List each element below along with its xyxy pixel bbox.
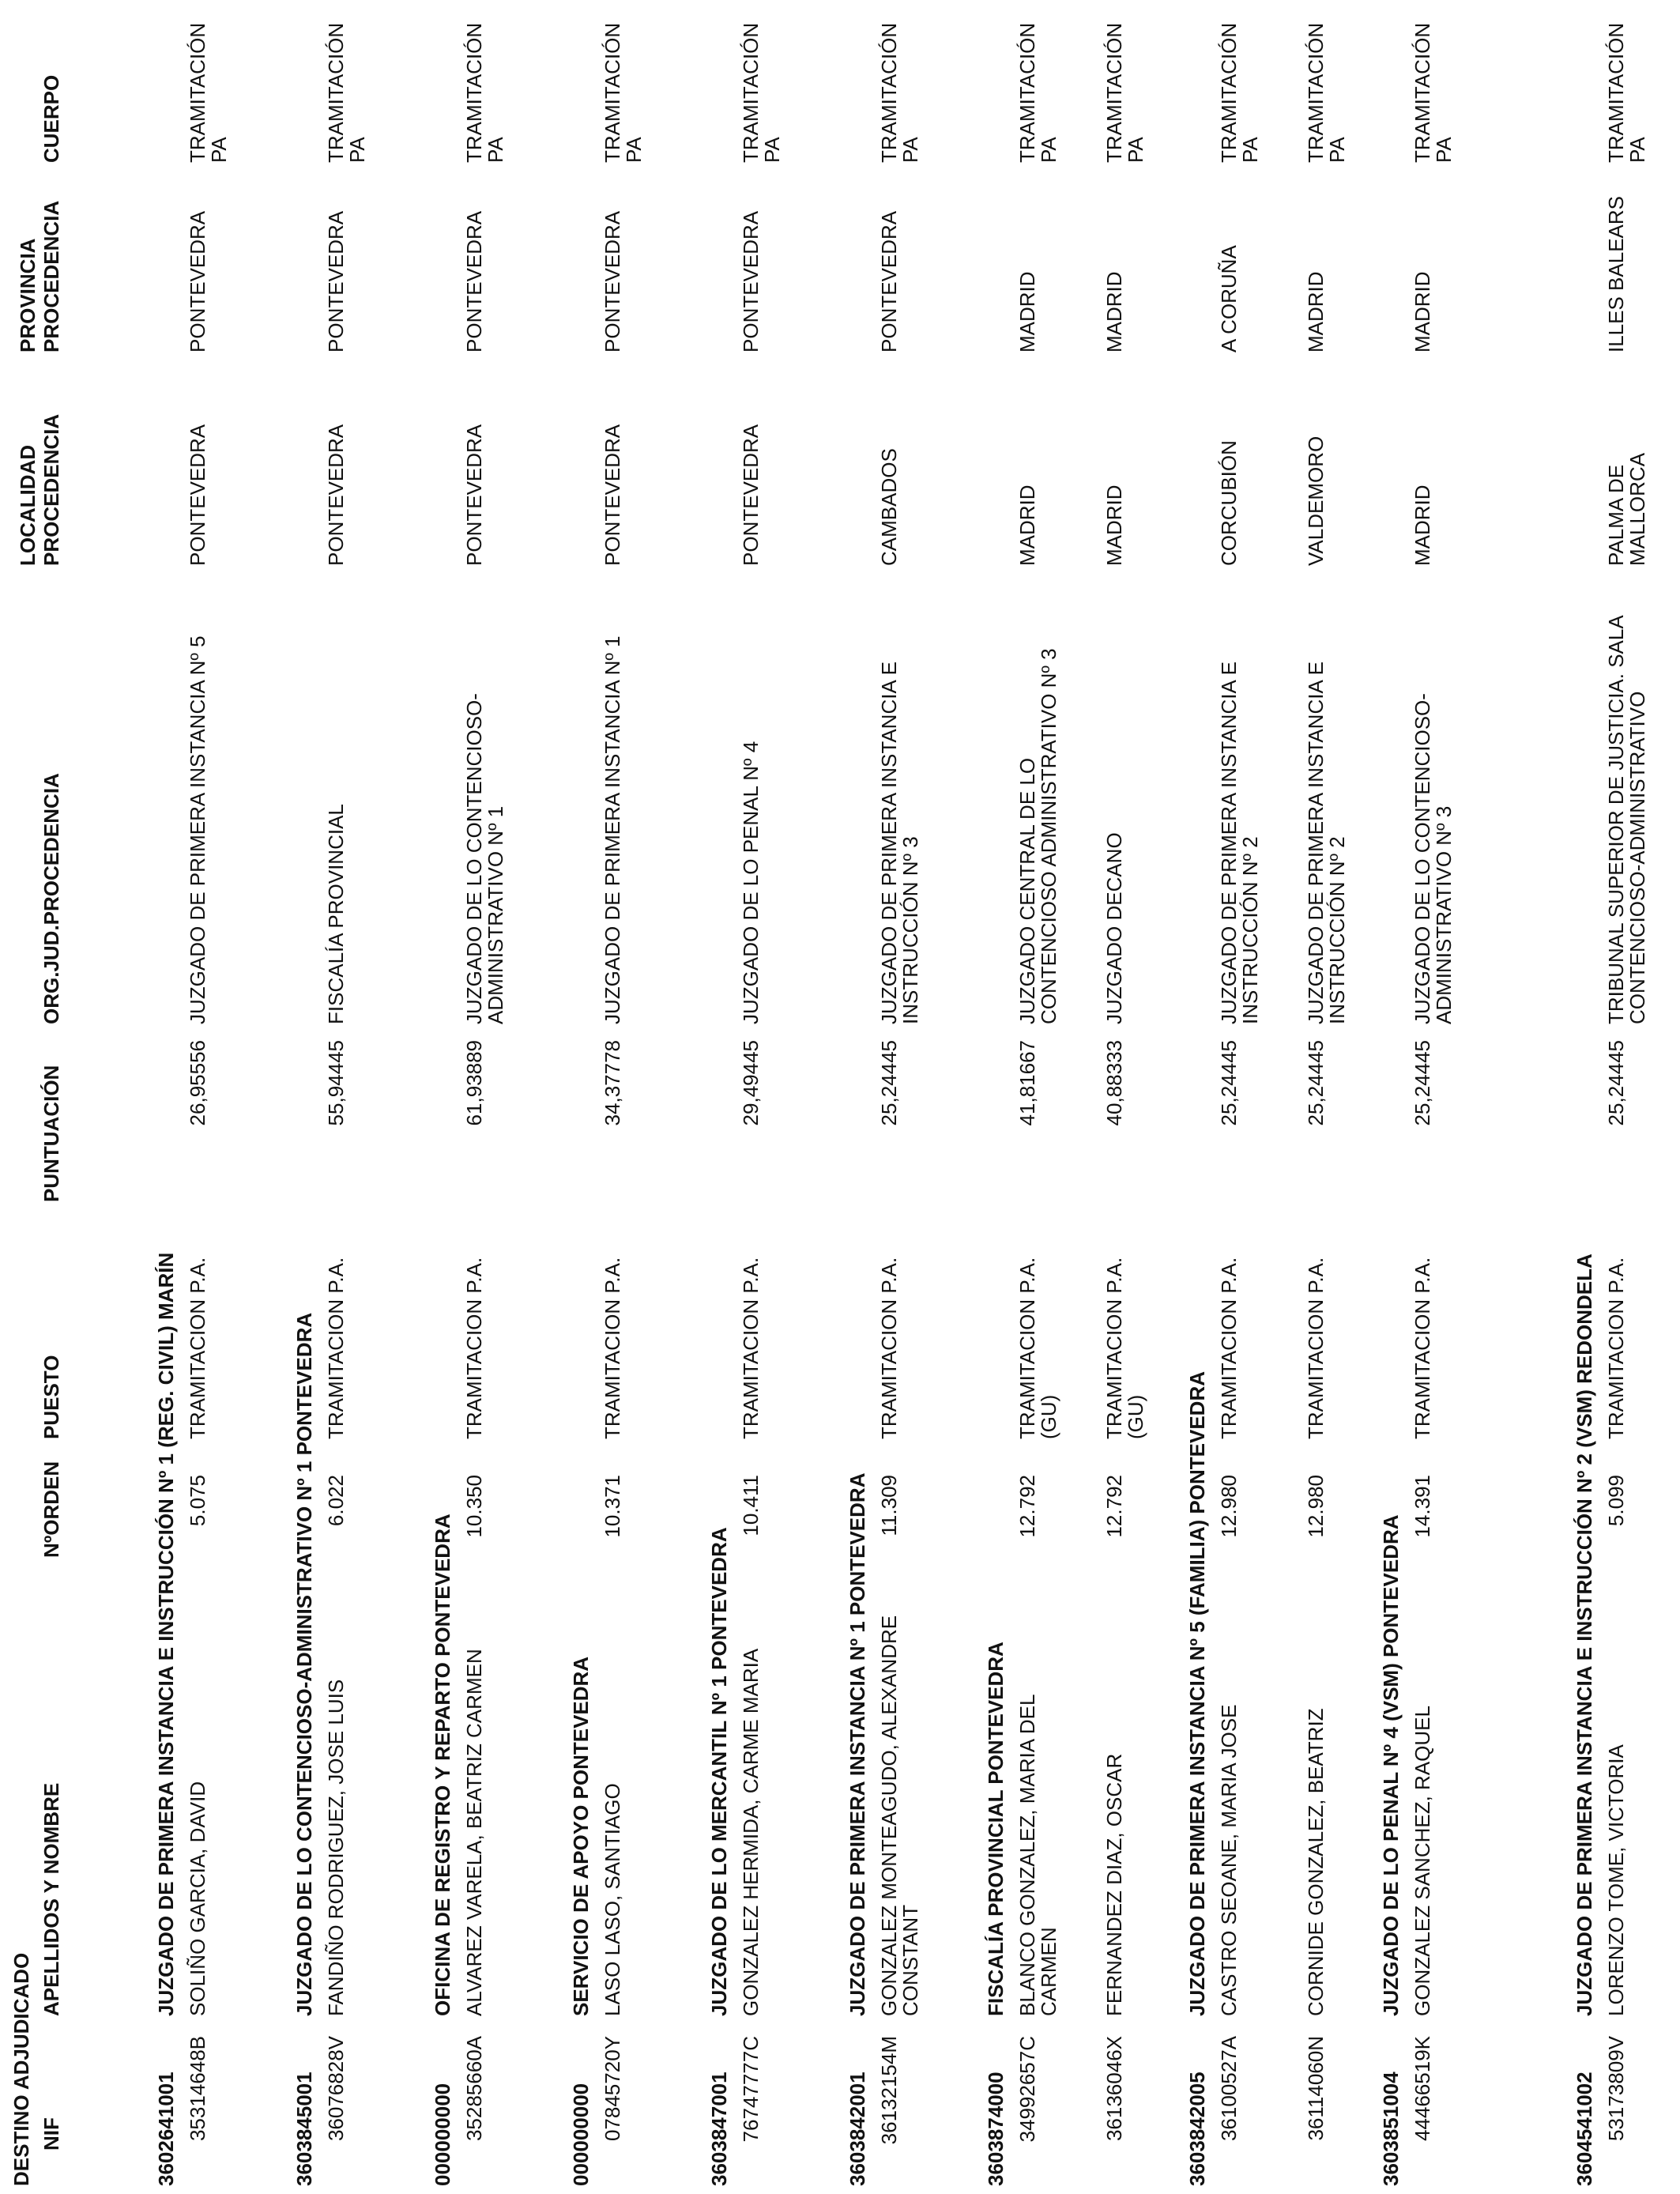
section-code: 3603842001: [846, 2071, 869, 2186]
cell-nombre: CASTRO SEOANE, MARIA JOSE: [1217, 1704, 1241, 2016]
cell-orden: 10.371: [601, 1475, 624, 1538]
cell-localidad: CAMBADOS: [877, 448, 901, 566]
cell-nombre: GONZALEZ HERMIDA, CARME MARIA: [739, 1648, 763, 2016]
cell-orden: 10.350: [462, 1475, 486, 1538]
cell-nif: 35285660A: [462, 2036, 486, 2142]
section-code: 3603851004: [1379, 2071, 1403, 2186]
cell-org: JUZGADO DE PRIMERA INSTANCIA Nº 1: [601, 635, 624, 1024]
cell-puesto: TRAMITACION P.A. (GU): [1102, 1257, 1147, 1439]
cell-puesto: TRAMITACION P.A. (GU): [1015, 1257, 1060, 1439]
cell-nombre: FANDIÑO RODRIGUEZ, JOSE LUIS: [324, 1679, 348, 2016]
cell-nombre: LORENZO TOME, VICTORIA: [1604, 1744, 1628, 2016]
section-code: 3603874000: [984, 2071, 1008, 2186]
cell-puntuacion: 25,24445: [1411, 1040, 1434, 1126]
section-title: JUZGADO DE PRIMERA INSTANCIA Nº 1 PONTEVEDRA: [846, 1472, 869, 2016]
section-title: SERVICIO DE APOYO PONTEVEDRA: [569, 1656, 593, 2016]
cell-org: JUZGADO CENTRAL DE LO CONTENCIOSO ADMINISTRATIVO Nº 3: [1015, 648, 1060, 1024]
cell-localidad: PALMA DE MALLORCA: [1604, 452, 1649, 566]
cell-nif: 34992657C: [1015, 2036, 1039, 2143]
header-localidad-2: PROCEDENCIA: [40, 413, 63, 566]
cell-puntuacion: 25,24445: [877, 1040, 901, 1126]
cell-nombre: ALVAREZ VARELA, BEATRIZ CARMEN: [462, 1649, 486, 2016]
cell-nif: 76747777C: [739, 2036, 763, 2143]
cell-puntuacion: 29,49445: [739, 1040, 763, 1126]
cell-nombre: GONZALEZ MONTEAGUDO, ALEXANDRE CONSTANT: [877, 1615, 922, 2016]
section-title: JUZGADO DE PRIMERA INSTANCIA E INSTRUCCIÓN Nº 1 (REG. CIVIL) MARÍN: [154, 1252, 178, 2016]
cell-provincia: PONTEVEDRA: [462, 210, 486, 352]
header-apellidos: APELLIDOS Y NOMBRE: [40, 1782, 63, 2016]
cell-nif: 36100527A: [1217, 2036, 1241, 2142]
cell-orden: 10.411: [739, 1475, 763, 1536]
cell-provincia: MADRID: [1102, 271, 1126, 352]
cell-org: JUZGADO DE PRIMERA INSTANCIA E INSTRUCCIÓN Nº 3: [877, 662, 922, 1024]
cell-org: TRIBUNAL SUPERIOR DE JUSTICIA. SALA CONTENCIOSO-ADMINISTRATIVO: [1604, 616, 1649, 1024]
cell-provincia: MADRID: [1411, 271, 1434, 352]
cell-cuerpo: TRAMITACIÓN PA: [1604, 22, 1649, 163]
cell-cuerpo: TRAMITACIÓN PA: [601, 22, 646, 163]
cell-puesto: TRAMITACION P.A.: [601, 1257, 624, 1439]
cell-orden: 14.391: [1411, 1475, 1434, 1538]
cell-puesto: TRAMITACION P.A.: [324, 1257, 348, 1439]
cell-orden: 12.792: [1015, 1475, 1039, 1538]
cell-org: JUZGADO DE PRIMERA INSTANCIA E INSTRUCCIÓN Nº 2: [1217, 662, 1262, 1024]
cell-org: JUZGADO DE PRIMERA INSTANCIA E INSTRUCCIÓN Nº 2: [1304, 662, 1349, 1024]
cell-nombre: LASO LASO, SANTIAGO: [601, 1783, 624, 2016]
section-title: JUZGADO DE LO CONTENCIOSO-ADMINISTRATIVO Nº 1 PONTEVEDRA: [292, 1312, 316, 2016]
cell-puntuacion: 61,93889: [462, 1040, 486, 1126]
cell-provincia: PONTEVEDRA: [877, 210, 901, 352]
cell-localidad: MADRID: [1015, 484, 1039, 566]
section-code: 000000000: [431, 2083, 454, 2186]
cell-nombre: FERNANDEZ DIAZ, OSCAR: [1102, 1753, 1126, 2016]
cell-cuerpo: TRAMITACIÓN PA: [739, 22, 784, 163]
cell-localidad: PONTEVEDRA: [739, 424, 763, 566]
cell-orden: 12.980: [1217, 1475, 1241, 1538]
header-localidad-1: LOCALIDAD: [16, 444, 40, 566]
header-org: ORG.JUD.PROCEDENCIA: [40, 773, 63, 1024]
cell-puntuacion: 40,88333: [1102, 1040, 1126, 1126]
cell-provincia: MADRID: [1015, 271, 1039, 352]
cell-orden: 6.022: [324, 1475, 348, 1527]
section-code: 3603847001: [707, 2071, 731, 2186]
cell-nombre: CORNIDE GONZALEZ, BEATRIZ: [1304, 1708, 1328, 2016]
cell-nombre: SOLIÑO GARCIA, DAVID: [186, 1781, 209, 2016]
cell-org: JUZGADO DE LO CONTENCIOSO-ADMINISTRATIVO Nº 1: [462, 693, 507, 1024]
cell-cuerpo: TRAMITACIÓN PA: [1217, 22, 1262, 163]
cell-nif: 53173809V: [1604, 2036, 1628, 2142]
cell-localidad: MADRID: [1411, 484, 1434, 566]
cell-puesto: TRAMITACION P.A.: [1411, 1257, 1434, 1439]
section-code: 3603842005: [1185, 2071, 1209, 2186]
cell-orden: 12.980: [1304, 1475, 1328, 1538]
cell-orden: 12.792: [1102, 1475, 1126, 1538]
cell-org: JUZGADO DE PRIMERA INSTANCIA Nº 5: [186, 635, 209, 1024]
section-code: 3602641001: [154, 2071, 178, 2186]
cell-orden: 5.075: [186, 1475, 209, 1527]
cell-puntuacion: 25,24445: [1304, 1040, 1328, 1126]
header-destino: DESTINO ADJUDICADO: [9, 1952, 33, 2186]
cell-org: JUZGADO DECANO: [1102, 832, 1126, 1024]
cell-localidad: PONTEVEDRA: [324, 424, 348, 566]
cell-localidad: CORCUBIÓN: [1217, 440, 1241, 566]
cell-puesto: TRAMITACION P.A.: [877, 1257, 901, 1439]
section-code: 3604541002: [1573, 2071, 1596, 2186]
cell-orden: 5.099: [1604, 1475, 1628, 1527]
section-title: FISCALÍA PROVINCIAL PONTEVEDRA: [984, 1642, 1008, 2016]
header-puesto: PUESTO: [40, 1355, 63, 1439]
cell-puesto: TRAMITACION P.A.: [1217, 1257, 1241, 1439]
cell-nombre: BLANCO GONZALEZ, MARIA DEL CARMEN: [1015, 1695, 1060, 2016]
cell-localidad: PONTEVEDRA: [186, 424, 209, 566]
section-title: JUZGADO DE LO PENAL Nº 4 (VSM) PONTEVEDRA: [1379, 1514, 1403, 2016]
cell-puntuacion: 34,37778: [601, 1040, 624, 1126]
cell-puesto: TRAMITACION P.A.: [1604, 1257, 1628, 1439]
cell-nombre: GONZALEZ SANCHEZ, RAQUEL: [1411, 1706, 1434, 2016]
cell-cuerpo: TRAMITACIÓN PA: [1015, 22, 1060, 163]
cell-puesto: TRAMITACION P.A.: [739, 1257, 763, 1439]
section-title: JUZGADO DE PRIMERA INSTANCIA E INSTRUCCIÓN Nº 2 (VSM) REDONDELA: [1573, 1253, 1596, 2016]
cell-cuerpo: TRAMITACIÓN PA: [1411, 22, 1456, 163]
header-provincia-1: PROVINCIA: [16, 238, 40, 352]
cell-provincia: ILLES BALEARS: [1604, 196, 1628, 352]
cell-cuerpo: TRAMITACIÓN PA: [1102, 22, 1147, 163]
cell-nif: 36114060N: [1304, 2036, 1328, 2141]
header-cuerpo: CUERPO: [40, 74, 63, 163]
cell-nif: 35314648B: [186, 2036, 209, 2142]
cell-nif: 36076828V: [324, 2036, 348, 2142]
cell-puesto: TRAMITACION P.A.: [1304, 1257, 1328, 1439]
section-code: 000000000: [569, 2083, 593, 2186]
cell-cuerpo: TRAMITACIÓN PA: [1304, 22, 1349, 163]
section-code: 3603845001: [292, 2071, 316, 2186]
section-title: JUZGADO DE PRIMERA INSTANCIA Nº 5 (FAMILIA) PONTEVEDRA: [1185, 1370, 1209, 2016]
cell-nif: 36136046X: [1102, 2036, 1126, 2142]
cell-puntuacion: 55,94445: [324, 1040, 348, 1126]
cell-puntuacion: 26,95556: [186, 1040, 209, 1126]
cell-provincia: MADRID: [1304, 271, 1328, 352]
cell-cuerpo: TRAMITACIÓN PA: [324, 22, 369, 163]
section-title: JUZGADO DE LO MERCANTIL Nº 1 PONTEVEDRA: [707, 1527, 731, 2016]
cell-provincia: PONTEVEDRA: [324, 210, 348, 352]
header-provincia-2: PROCEDENCIA: [40, 200, 63, 352]
cell-orden: 11.309: [877, 1475, 901, 1536]
cell-org: JUZGADO DE LO CONTENCIOSO-ADMINISTRATIVO Nº 3: [1411, 693, 1456, 1024]
cell-puntuacion: 41,81667: [1015, 1040, 1039, 1126]
cell-cuerpo: TRAMITACIÓN PA: [462, 22, 507, 163]
cell-nif: 44466519K: [1411, 2036, 1434, 2142]
cell-puesto: TRAMITACION P.A.: [186, 1257, 209, 1439]
cell-provincia: A CORUÑA: [1217, 245, 1241, 352]
cell-provincia: PONTEVEDRA: [186, 210, 209, 352]
cell-provincia: PONTEVEDRA: [739, 210, 763, 352]
cell-puesto: TRAMITACION P.A.: [462, 1257, 486, 1439]
cell-cuerpo: TRAMITACIÓN PA: [186, 22, 231, 163]
cell-org: FISCALÍA PROVINCIAL: [324, 804, 348, 1024]
cell-puntuacion: 25,24445: [1604, 1040, 1628, 1126]
cell-nif: 36132154M: [877, 2036, 901, 2145]
cell-cuerpo: TRAMITACIÓN PA: [877, 22, 922, 163]
cell-org: JUZGADO DE LO PENAL Nº 4: [739, 741, 763, 1024]
cell-provincia: PONTEVEDRA: [601, 210, 624, 352]
cell-puntuacion: 25,24445: [1217, 1040, 1241, 1126]
section-title: OFICINA DE REGISTRO Y REPARTO PONTEVEDRA: [431, 1514, 454, 2016]
header-norden: NºORDEN: [40, 1461, 63, 1558]
cell-localidad: VALDEMORO: [1304, 435, 1328, 566]
header-puntuacion: PUNTUACIÓN: [40, 1065, 63, 1202]
cell-nif: 07845720Y: [601, 2036, 624, 2142]
cell-localidad: MADRID: [1102, 484, 1126, 566]
cell-localidad: PONTEVEDRA: [462, 424, 486, 566]
header-nif: NIF: [40, 2117, 63, 2151]
cell-localidad: PONTEVEDRA: [601, 424, 624, 566]
